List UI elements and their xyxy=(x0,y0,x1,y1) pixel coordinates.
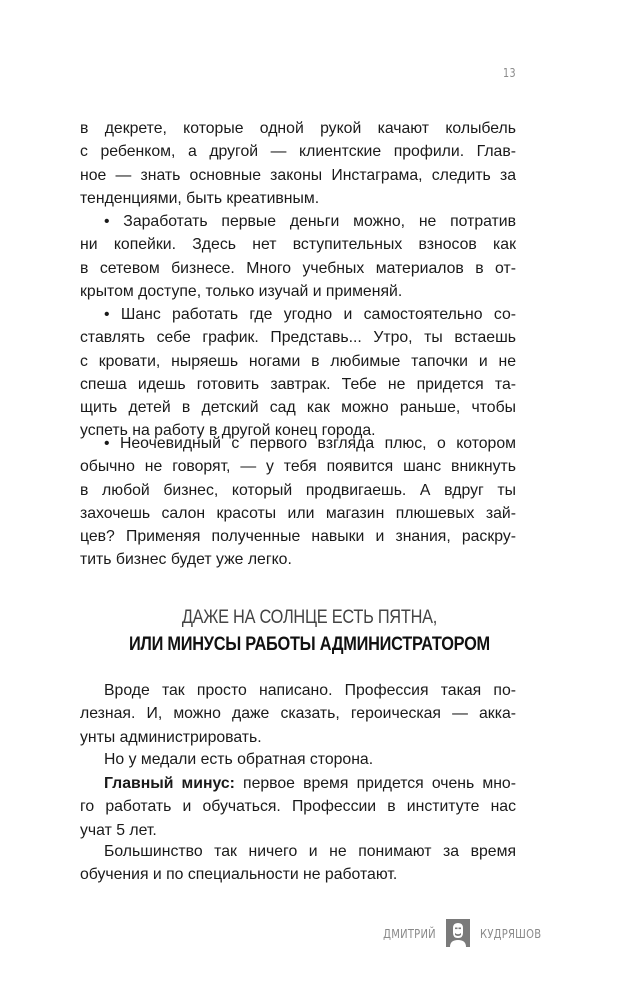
paragraph-bullet-work-anywhere xyxy=(80,303,516,443)
section-heading-line2: ИЛИ МИНУСЫ РАБОТЫ АДМИНИСТРАТОРОМ xyxy=(128,634,490,655)
text-line: • Неочевидный с первого взгляда плюс, о котором xyxy=(104,435,516,452)
paragraph-medal-other-side xyxy=(80,748,516,771)
text-line xyxy=(80,772,516,795)
text-line: Большинство так ничего и не понимают за время xyxy=(104,843,516,860)
paragraph-intro-continuation xyxy=(80,117,516,210)
paragraph-bullet-hidden-plus xyxy=(80,432,516,572)
text-line: • Шанс работать где угодно и самостоятельно со- xyxy=(104,306,516,323)
main-minus-label: Главный минус: xyxy=(104,775,235,792)
text-line: с ребенком, а другой — клиентские профили. Глав- xyxy=(80,143,516,161)
text-line: учат 5 лет. xyxy=(80,821,157,839)
section-heading-line1: ДАЖЕ НА СОЛНЦЕ ЕСТЬ ПЯТНА, xyxy=(181,607,438,628)
text-line: в сетевом бизнесе. Много учебных материалов в от- xyxy=(80,259,516,277)
text-line: го работать и обучаться. Профессии в институте нас xyxy=(80,798,516,816)
text-line: в любой бизнес, который продвигаешь. А вдруг ты xyxy=(80,481,516,499)
text-line: лезная. И, можно даже сказать, героическая — акка- xyxy=(80,705,516,723)
text-line: тенденциями, быть креативным. xyxy=(80,189,320,207)
text-line: унты администрировать. xyxy=(80,728,262,746)
text-line: щить детей в детский сад как можно раньше, чтобы xyxy=(80,399,516,417)
author-portrait-icon xyxy=(446,919,470,947)
text-line: тить бизнес будет уже легко. xyxy=(80,551,292,569)
author-first-name: ДМИТРИЙ xyxy=(383,925,436,941)
paragraph-profession-intro xyxy=(80,679,516,749)
text-line: крытом доступе, только изучай и применяй. xyxy=(80,282,403,300)
text-line: успеть на работу в другой конец города. xyxy=(80,422,376,440)
text-line: цев? Применяя полученные навыки и знания, раскру- xyxy=(80,528,516,546)
text-line: ни копейки. Здесь нет вступительных взносов как xyxy=(80,236,516,254)
text-line: захочешь салон красоты или магазин плюшевых зай- xyxy=(80,504,516,522)
main-minus-text: первое время придется очень мно- xyxy=(234,775,516,792)
text-line: обычно не говорят, — у тебя появится шанс вникнуть xyxy=(80,458,516,476)
text-line: • Заработать первые деньги можно, не потратив xyxy=(104,213,516,230)
paragraph-bullet-first-money xyxy=(80,210,516,303)
text-line: с кровати, ныряешь ногами в любимые тапочки и не xyxy=(80,352,516,370)
text-line: ставлять себе график. Представь... Утро, ты встаешь xyxy=(80,329,516,347)
text-line: Но у медали есть обратная сторона. xyxy=(104,751,374,768)
author-last-name: КУДРЯШОВ xyxy=(479,925,542,941)
paragraph-majority xyxy=(80,840,516,887)
text-line: спеша идешь готовить завтрак. Тебе не придется та- xyxy=(80,375,516,393)
text-line: ное — знать основные законы Инстаграма, следить за xyxy=(80,166,516,184)
text-line: Вроде так просто написано. Профессия такая по- xyxy=(104,682,516,699)
page-footer xyxy=(370,918,557,948)
text-line: обучения и по специальности не работают. xyxy=(80,866,398,884)
paragraph-main-minus xyxy=(80,772,516,842)
page-number: 13 xyxy=(503,66,517,80)
text-line: в декрете, которые одной рукой качают колыбель xyxy=(80,120,516,137)
